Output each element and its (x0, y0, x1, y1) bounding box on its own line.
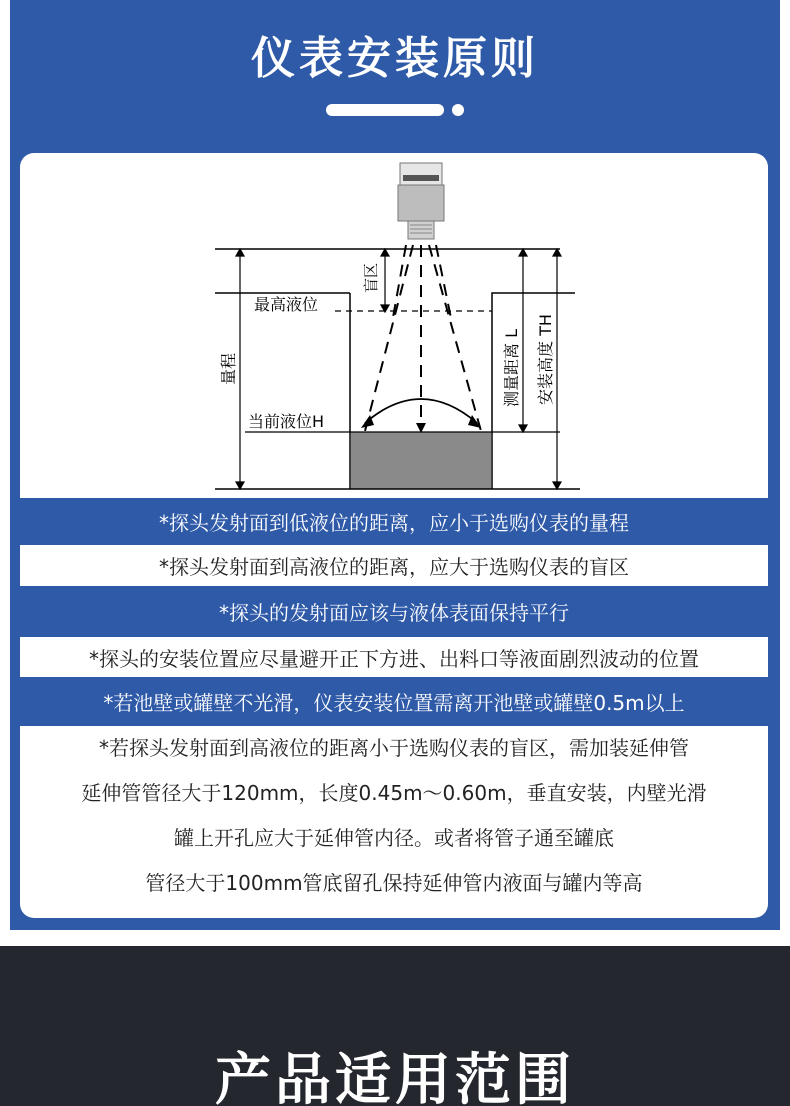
rule-row-4: *探头的安装位置应尽量避开正下方进、出料口等液面剧烈波动的位置 (20, 637, 768, 677)
extension-note-line-2: 延伸管管径大于120mm，长度0.45m～0.60m，垂直安装，内壁光滑 (81, 781, 707, 805)
application-scope-section (0, 946, 790, 1106)
extension-note-line-1: *若探头发射面到高液位的距离小于选购仪表的盲区，需加装延伸管 (99, 736, 689, 760)
rule-row-1: *探头发射面到低液位的距离，应小于选购仪表的量程 (20, 498, 768, 545)
extension-pipe-note (20, 726, 768, 906)
rule-row-2: *探头发射面到高液位的距离，应大于选购仪表的盲区 (20, 545, 768, 586)
range-label: 量程 (219, 352, 238, 385)
measured-distance-label: 测量距离 L (502, 328, 521, 407)
current-level-label: 当前液位H (248, 412, 325, 431)
blind-zone-label: 盲区 (362, 262, 380, 293)
principles-card (20, 153, 768, 918)
title-underline-bar (326, 104, 444, 116)
rule-row-5: *若池壁或罐壁不光滑，仪表安装位置需离开池壁或罐壁0.5m以上 (20, 677, 768, 726)
installation-diagram (20, 153, 768, 498)
application-scope-title: 产品适用范围 (215, 1048, 575, 1106)
title-underline-dot (452, 104, 464, 116)
extension-note-line-3: 罐上开孔应大于延伸管内径。或者将管子通至罐底 (174, 826, 614, 850)
extension-note-line-4: 管径大于100mm管底留孔保持延伸管内液面与罐内等高 (145, 871, 643, 895)
section-title: 仪表安装原则 (251, 33, 539, 84)
liquid-fill (351, 432, 491, 489)
max-level-label: 最高液位 (254, 295, 319, 314)
install-height-label: 安装高度 TH (536, 314, 555, 405)
rule-row-3: *探头的发射面应该与液体表面保持平行 (20, 586, 768, 637)
ultrasonic-beam (365, 245, 481, 431)
ultrasonic-sensor-icon (398, 163, 444, 239)
blind-zone-dimension (381, 249, 389, 312)
